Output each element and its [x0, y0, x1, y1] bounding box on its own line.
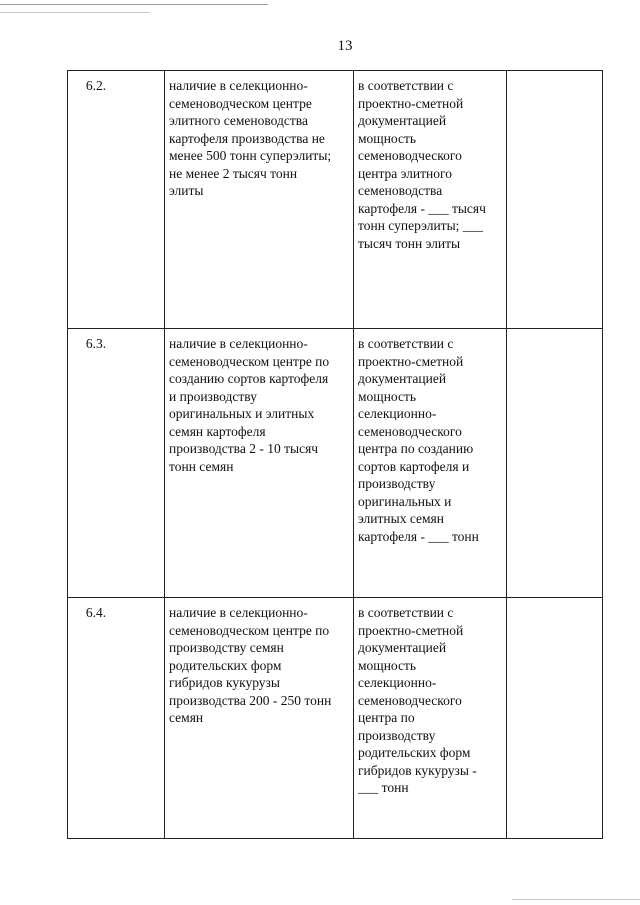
- requirement-value: в соответствии с проектно-сметной документацией мощность селекционно- семеноводческого центра по производству родительских форм гибридов кукурузы - ___ тонн: [354, 598, 507, 839]
- extra-cell: [507, 329, 603, 598]
- requirements-table: [67, 70, 603, 839]
- requirement-value: в соответствии с проектно-сметной документацией мощность селекционно- семеноводческого центра по созданию сортов картофеля и производству оригинальных и элитных семян картофеля - ___ тонн: [354, 329, 507, 598]
- row-number: 6.3.: [68, 329, 165, 598]
- table-row: [68, 71, 603, 329]
- requirement-description: наличие в селекционно- семеноводческом центре элитного семеноводства картофеля производства не менее 500 тонн суперэлиты; не менее 2 тысяч тонн элиты: [165, 71, 354, 329]
- extra-cell: [507, 71, 603, 329]
- scan-artifact-line: [0, 4, 268, 5]
- scan-artifact-line: [512, 899, 640, 900]
- page-number: 13: [337, 38, 353, 54]
- scan-artifact-line: [0, 12, 150, 13]
- table-row: [68, 598, 603, 839]
- requirement-description: наличие в селекционно- семеноводческом центре по созданию сортов картофеля и производству оригинальных и элитных семян картофеля производства 2 - 10 тысяч тонн семян: [165, 329, 354, 598]
- row-number: 6.4.: [68, 598, 165, 839]
- requirement-description: наличие в селекционно- семеноводческом центре по производству семян родительских форм гибридов кукурузы производства 200 - 250 тонн семян: [165, 598, 354, 839]
- extra-cell: [507, 598, 603, 839]
- requirement-value: в соответствии с проектно-сметной документацией мощность семеноводческого центра элитного семеноводства картофеля - ___ тысяч тонн суперэлиты; ___ тысяч тонн элиты: [354, 71, 507, 329]
- row-number: 6.2.: [68, 71, 165, 329]
- table-row: [68, 329, 603, 598]
